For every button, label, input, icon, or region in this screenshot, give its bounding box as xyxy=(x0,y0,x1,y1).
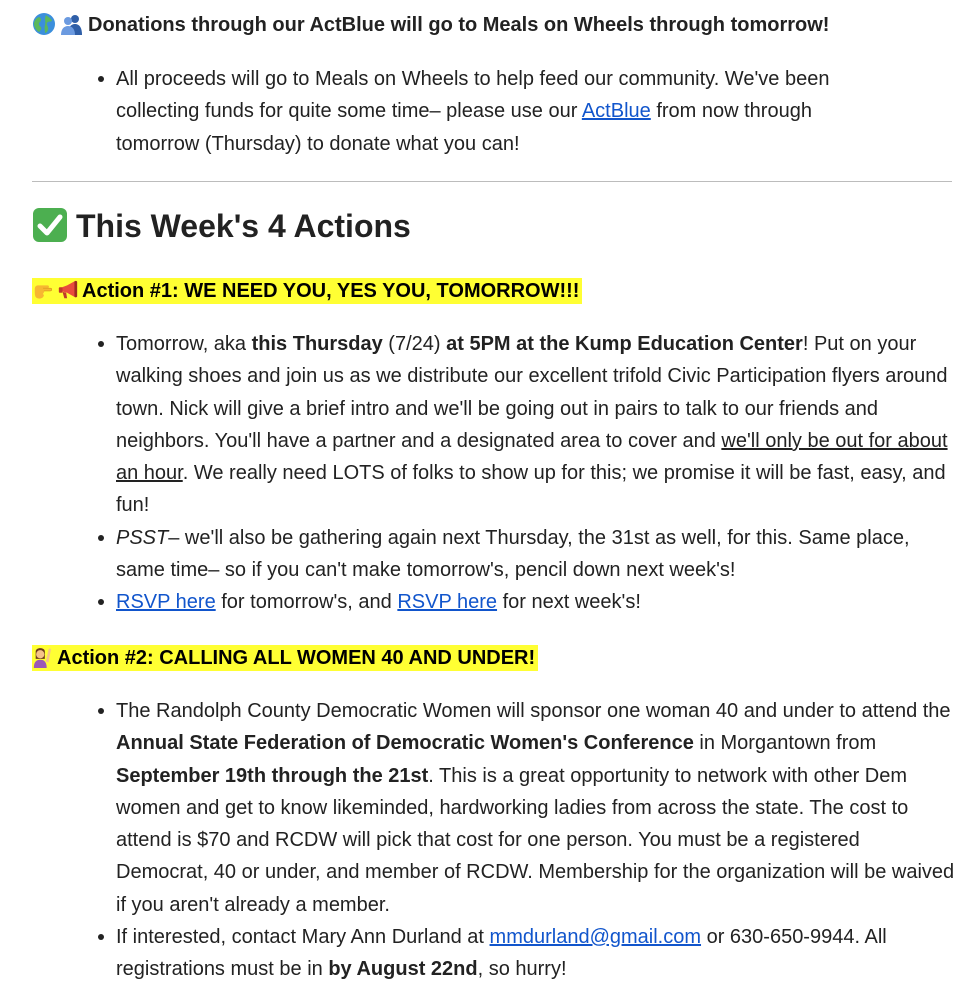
actblue-link[interactable]: ActBlue xyxy=(581,100,651,123)
list-item: PSST– we'll also be gathering again next Thursday, the 31st as well, for this. Same place, same time– so if you can't make tomorrow's, pencil down next week's! xyxy=(116,522,956,587)
action1-heading xyxy=(32,278,582,304)
list-item: Tomorrow, aka this Thursday (7/24) at 5PM at the Kump Education Center! Put on your walking shoes and join us as we distribute our excellent trifold Civic Participation flyers around town. Nick will give a brief intro and we'll be going out in pairs to talk to our friends and neighbors. You'll have a partner and a designated area to cover and we'll only be out for about an hour. We really need LOTS of folks to show up for this; we promise it will be fast, easy, and fun! xyxy=(116,328,956,522)
globe-icon xyxy=(32,12,56,36)
rsvp-tomorrow-link[interactable]: RSVP here xyxy=(116,591,216,614)
list-item: All proceeds will go to Meals on Wheels to help feed our community. We've been collecting funds for quite some time– please use our ActBlue from now through tomorrow (Thursday) to donate what you can! xyxy=(116,63,886,160)
action2-label: Action #2: CALLING ALL WOMEN 40 AND UNDER! xyxy=(57,647,536,669)
check-mark-button-icon xyxy=(32,207,68,243)
people-talking-icon xyxy=(60,12,84,36)
rsvp-next-week-link[interactable]: RSVP here xyxy=(397,591,498,614)
action1-list xyxy=(116,328,956,619)
email-link[interactable]: mmdurland@gmail.com xyxy=(489,926,702,949)
divider xyxy=(32,181,952,182)
section-title xyxy=(32,204,411,248)
donations-heading xyxy=(32,10,952,40)
action1-label: Action #1: WE NEED YOU, YES YOU, TOMORROW!!! xyxy=(82,280,580,302)
list-item: If interested, contact Mary Ann Durland at mmdurland@gmail.com or 630-650-9944. All registrations must be in by August 22nd, so hurry! xyxy=(116,921,956,986)
donations-list xyxy=(116,63,886,160)
list-item: The Randolph County Democratic Women will sponsor one woman 40 and under to attend the Annual State Federation of Democratic Women's Conference in Morgantown from September 19th through the 21st. This is a great opportunity to network with other Dem women and get to know likeminded, hardworking ladies from across the state. The cost to attend is $70 and RCDW will pick that cost for one person. You must be a registered Democrat, 40 or under, and member of RCDW. Membership for the organization will be waived if you aren't already a member. xyxy=(116,695,956,921)
donations-heading-text: Donations through our ActBlue will go to Meals on Wheels through tomorrow! xyxy=(88,14,830,36)
section-title-text: This Week's 4 Actions xyxy=(76,208,411,244)
list-item: RSVP here for tomorrow's, and RSVP here for next week's! xyxy=(116,586,956,618)
megaphone-icon xyxy=(57,279,79,301)
action2-heading xyxy=(32,645,538,671)
action2-list xyxy=(116,695,956,986)
backhand-index-pointing-icon xyxy=(32,279,54,301)
woman-raising-hand-icon xyxy=(32,646,54,668)
